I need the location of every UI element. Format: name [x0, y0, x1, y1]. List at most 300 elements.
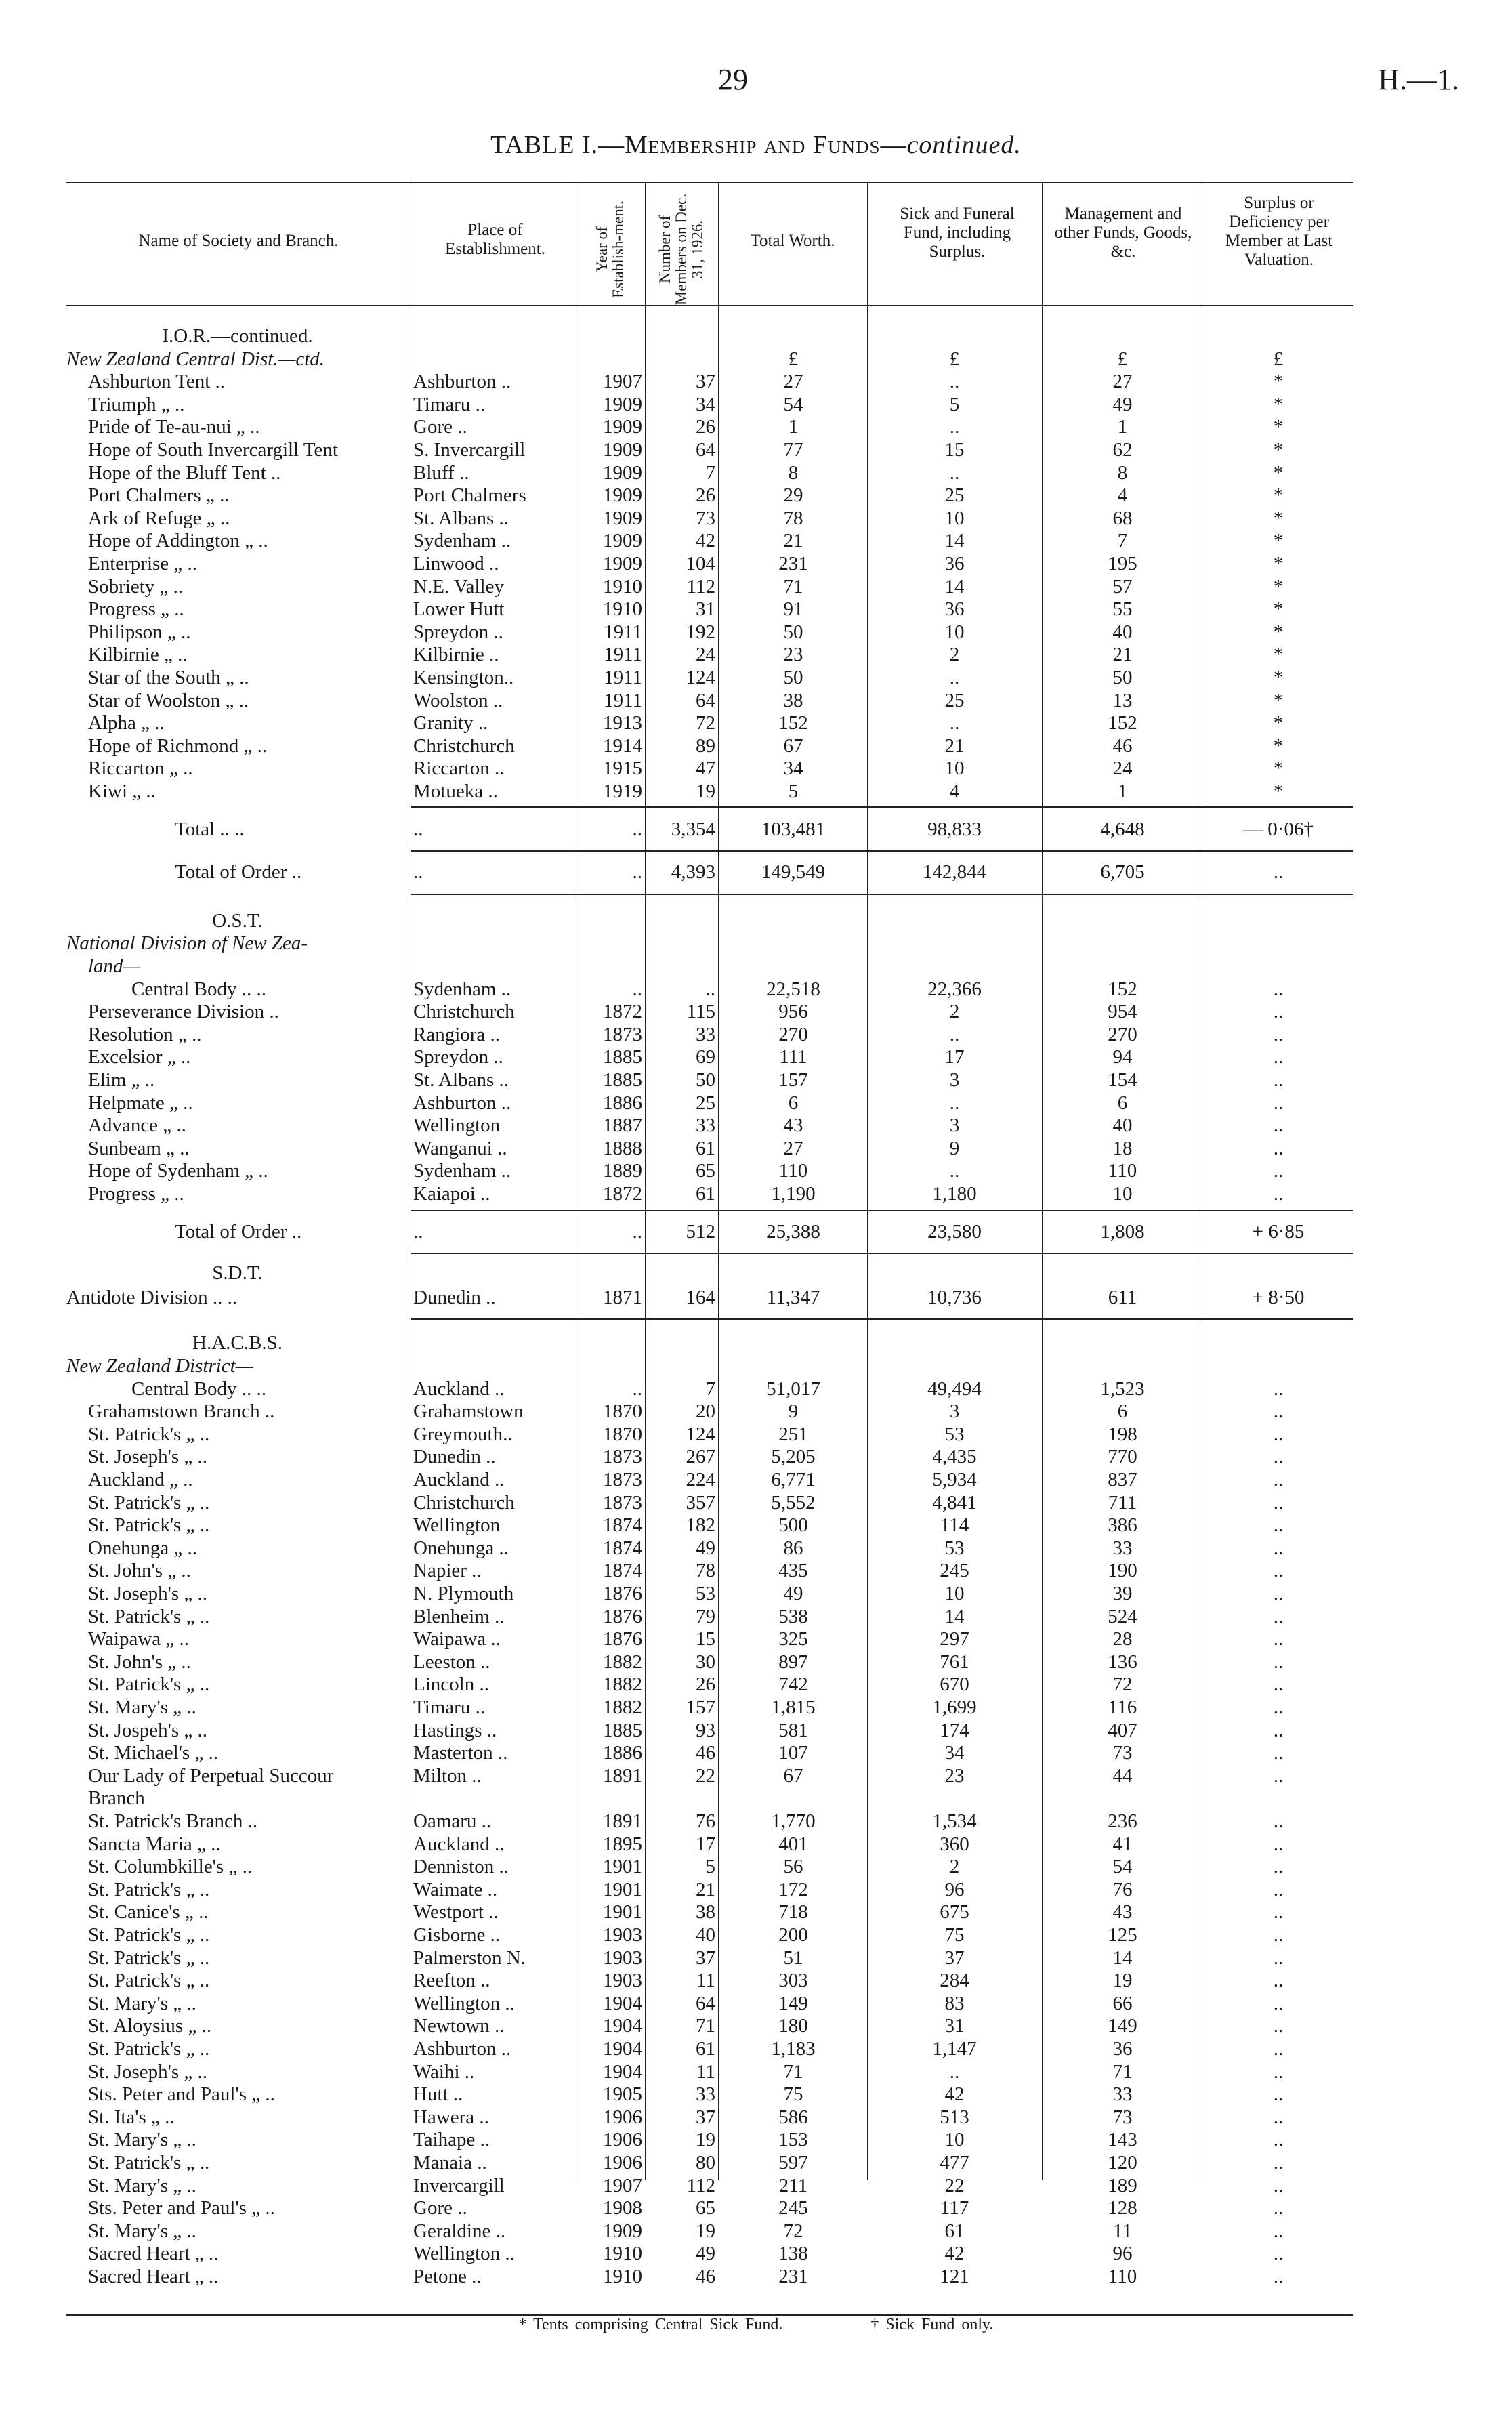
sick-fund-cell: 36: [944, 598, 965, 621]
worth-cell: 500: [778, 1514, 808, 1537]
place-cell: Gore ..: [413, 2197, 467, 2220]
district-heading-ost: National Division of New Zea-: [66, 932, 308, 955]
worth-cell: 149,549: [761, 861, 826, 883]
place-cell: Wellington: [413, 1514, 501, 1537]
column-header-place: Place of Establishment.: [445, 221, 545, 258]
worth-cell: 231: [778, 553, 808, 575]
sick-fund-cell: 670: [940, 1673, 969, 1696]
place-cell: Gisborne ..: [413, 1924, 501, 1946]
management-cell: 57: [1112, 575, 1133, 598]
table-row: [66, 1287, 1353, 1309]
members-cell: 71: [696, 2015, 715, 2037]
sick-fund-cell: ..: [949, 2060, 960, 2083]
year-cell: 1886: [603, 1091, 642, 1114]
column-header-mgmt: Management and other Funds, Goods, &c.: [1054, 205, 1192, 261]
table-row: [66, 735, 1353, 757]
members-cell: 124: [686, 667, 715, 688]
society-heading-sdt: S.D.T.: [212, 1262, 263, 1285]
table-row: [66, 2266, 1353, 2288]
members-cell: 61: [696, 1137, 715, 1159]
surplus-cell: ..: [1273, 1115, 1284, 1137]
place-cell: Spreydon ..: [413, 621, 503, 643]
members-cell: 64: [696, 1992, 715, 2014]
surplus-cell: ..: [1273, 1160, 1284, 1182]
place-cell: Geraldine ..: [413, 2220, 506, 2242]
sick-fund-cell: 14: [944, 530, 965, 552]
members-cell: 73: [696, 507, 715, 529]
sick-fund-cell: 53: [944, 1423, 965, 1445]
management-cell: 143: [1108, 2129, 1137, 2151]
members-cell: 4,393: [671, 861, 715, 883]
members-cell: 7: [705, 1377, 715, 1400]
sick-fund-cell: 14: [944, 575, 965, 598]
place-cell: Westport ..: [413, 1901, 499, 1923]
name-cell: Resolution „ ..: [88, 1023, 202, 1045]
surplus-cell: *: [1273, 644, 1284, 666]
sick-fund-cell: 15: [944, 439, 965, 461]
name-cell: St. Patrick's „ ..: [88, 1514, 210, 1537]
surplus-cell: ..: [1273, 1650, 1284, 1673]
surplus-cell: *: [1273, 507, 1284, 529]
name-cell: Star of Woolston „ ..: [88, 689, 249, 711]
sick-fund-cell: ..: [949, 667, 960, 688]
worth-cell: 586: [778, 2106, 808, 2128]
worth-cell: 50: [783, 667, 803, 688]
table-row: [66, 2083, 1353, 2106]
management-cell: 524: [1108, 1605, 1137, 1627]
table-row: [66, 1001, 1353, 1023]
members-cell: 40: [696, 1924, 715, 1946]
sick-fund-cell: 22: [944, 2174, 965, 2197]
surplus-cell: + 6·85: [1252, 1220, 1305, 1243]
place-cell: Ashburton ..: [413, 371, 511, 393]
worth-cell: 152: [778, 712, 808, 734]
members-cell: 64: [696, 689, 715, 711]
place-cell: Riccarton ..: [413, 757, 505, 780]
management-cell: 72: [1112, 1673, 1133, 1696]
management-cell: 46: [1112, 734, 1133, 757]
management-cell: 270: [1108, 1023, 1137, 1045]
management-cell: 66: [1112, 1992, 1133, 2014]
sick-fund-cell: 34: [944, 1742, 965, 1764]
name-cell: Kilbirnie „ ..: [88, 644, 188, 666]
sick-fund-cell: ..: [949, 1023, 960, 1045]
members-cell: 46: [696, 2266, 715, 2287]
members-cell: 11: [696, 1970, 715, 1992]
table-row: [66, 1492, 1353, 1514]
year-cell: 1909: [603, 461, 642, 484]
members-cell: 38: [696, 1901, 715, 1923]
name-cell: Elim „ ..: [88, 1069, 155, 1091]
worth-cell: 54: [783, 393, 803, 415]
worth-cell: 538: [778, 1605, 808, 1627]
management-cell: 4: [1117, 484, 1128, 507]
table-row: [66, 1720, 1353, 1742]
members-cell: 25: [696, 1091, 715, 1114]
surplus-cell: ..: [1273, 1742, 1284, 1764]
year-cell: 1872: [603, 1183, 642, 1205]
year-cell: 1889: [603, 1160, 642, 1182]
members-cell: 37: [696, 2106, 715, 2128]
members-cell: 164: [686, 1286, 715, 1308]
table-row: [66, 2106, 1353, 2129]
sick-fund-cell: 4,841: [932, 1491, 977, 1514]
year-cell: 1904: [603, 2015, 642, 2037]
surplus-cell: ..: [1273, 2220, 1284, 2242]
sick-fund-cell: 10: [944, 757, 965, 780]
sick-fund-cell: 83: [944, 1992, 965, 2014]
members-cell: 267: [686, 1446, 715, 1468]
worth-cell: 75: [783, 2083, 803, 2106]
sick-fund-cell: 3: [949, 1400, 960, 1423]
worth-cell: 401: [778, 1833, 808, 1855]
worth-cell: 180: [778, 2015, 808, 2037]
management-cell: 120: [1108, 2152, 1137, 2174]
name-cell: St. Patrick's „ ..: [88, 1947, 210, 1969]
members-cell: 112: [686, 575, 715, 598]
table-row: [66, 416, 1353, 438]
place-cell: Napier ..: [413, 1560, 482, 1582]
sick-fund-cell: ..: [949, 371, 960, 393]
place-cell: Sydenham ..: [413, 978, 511, 1000]
management-cell: 110: [1108, 1160, 1137, 1182]
surplus-cell: *: [1273, 553, 1284, 575]
column-header-worth: Total Worth.: [750, 232, 835, 250]
surplus-cell: ..: [1273, 1137, 1284, 1159]
place-cell: Ashburton ..: [413, 2038, 511, 2060]
name-cell: Ashburton Tent ..: [88, 371, 226, 393]
name-cell: Advance „ ..: [88, 1115, 186, 1137]
members-cell: 20: [696, 1400, 715, 1423]
year-cell: 1906: [603, 2152, 642, 2174]
surplus-cell: *: [1273, 757, 1284, 780]
management-cell: 110: [1108, 2266, 1137, 2287]
members-cell: 46: [696, 1742, 715, 1764]
surplus-cell: ..: [1273, 1719, 1284, 1741]
table-row: [66, 1924, 1353, 1947]
worth-cell: 6,771: [771, 1469, 816, 1491]
place-cell: Granity ..: [413, 712, 488, 734]
table-row: [66, 2015, 1353, 2037]
members-cell: 76: [696, 1810, 715, 1832]
members-cell: 69: [696, 1046, 715, 1068]
management-cell: 1,523: [1100, 1377, 1145, 1400]
currency-unit-row: [66, 348, 1353, 371]
place-cell: Greymouth..: [413, 1423, 513, 1445]
year-cell: 1872: [603, 1001, 642, 1023]
management-cell: 6: [1117, 1091, 1128, 1114]
name-cell: Total of Order ..: [175, 861, 302, 883]
year-cell: 1885: [603, 1069, 642, 1091]
place-cell: Dunedin ..: [413, 1446, 496, 1468]
name-cell: Central Body .. ..: [131, 978, 266, 1000]
sick-fund-cell: 1,534: [932, 1810, 977, 1832]
place-cell: Sydenham ..: [413, 530, 511, 552]
surplus-cell: ..: [1273, 1183, 1284, 1205]
place-cell: Spreydon ..: [413, 1046, 503, 1068]
name-cell: Kiwi „ ..: [88, 781, 156, 802]
worth-cell: 270: [778, 1023, 808, 1045]
name-cell: Pride of Te-au-nui „ ..: [88, 416, 260, 438]
table-row: [66, 1673, 1353, 1696]
place-cell: Milton ..: [413, 1764, 482, 1787]
sick-fund-cell: ..: [949, 461, 960, 484]
place-cell: Christchurch: [413, 734, 515, 757]
members-cell: 30: [696, 1650, 715, 1673]
sick-fund-cell: ..: [949, 1091, 960, 1114]
surplus-cell: *: [1273, 598, 1284, 621]
members-cell: 42: [696, 530, 715, 552]
name-cell: St. Patrick's „ ..: [88, 1970, 210, 1992]
sick-fund-cell: 98,833: [927, 818, 982, 840]
year-cell: 1911: [604, 689, 642, 711]
place-cell: Petone ..: [413, 2266, 482, 2287]
worth-cell: 211: [778, 2174, 808, 2197]
year-cell: ..: [632, 818, 642, 840]
surplus-cell: ..: [1273, 1947, 1284, 1969]
name-cell: Total .. ..: [175, 818, 245, 840]
surplus-cell: ..: [1273, 861, 1284, 883]
surplus-cell: ..: [1273, 1992, 1284, 2014]
name-cell: St. Mary's „ ..: [88, 1992, 196, 2014]
surplus-cell: ..: [1273, 1583, 1284, 1604]
members-cell: 93: [696, 1719, 715, 1741]
sick-fund-cell: 53: [944, 1537, 965, 1559]
members-cell: 33: [696, 1115, 715, 1137]
management-cell: 36: [1112, 2038, 1133, 2060]
sick-fund-cell: 42: [944, 2243, 965, 2265]
management-cell: 13: [1112, 689, 1133, 711]
sick-fund-cell: 477: [940, 2152, 969, 2174]
management-cell: 837: [1108, 1469, 1137, 1491]
members-cell: 33: [696, 1023, 715, 1045]
column-header-surplus: Surplus or Deficiency per Member at Last Valuation.: [1225, 194, 1333, 269]
management-cell: 136: [1108, 1650, 1137, 1673]
year-cell: 1910: [603, 2243, 642, 2265]
table-row: [66, 2061, 1353, 2083]
name-cell: Enterprise „ ..: [88, 553, 198, 575]
year-cell: 1886: [603, 1742, 642, 1764]
management-cell: 54: [1112, 1856, 1133, 1878]
members-cell: 65: [696, 1160, 715, 1182]
worth-cell: 5,552: [771, 1491, 816, 1514]
place-cell: Hastings ..: [413, 1719, 497, 1741]
name-cell: St. Mary's „ ..: [88, 1697, 196, 1718]
currency-unit: £: [1273, 348, 1284, 370]
table-row: [66, 2152, 1353, 2174]
sick-fund-cell: 36: [944, 553, 965, 575]
sick-fund-cell: ..: [949, 712, 960, 734]
document-reference: H.—1.: [1378, 63, 1459, 96]
management-cell: 27: [1112, 371, 1133, 393]
table-row: [66, 439, 1353, 461]
management-cell: 76: [1112, 1878, 1133, 1900]
name-cell: Total of Order ..: [175, 1220, 302, 1243]
surplus-cell: ..: [1273, 1091, 1284, 1114]
year-cell: 1909: [603, 484, 642, 507]
place-cell: Waihi ..: [413, 2060, 475, 2083]
table-row: [66, 1400, 1353, 1423]
worth-cell: 71: [783, 575, 803, 598]
worth-cell: 29: [783, 484, 803, 507]
year-cell: 1882: [603, 1697, 642, 1718]
table-row: [66, 507, 1353, 530]
place-cell: Taihape ..: [413, 2129, 490, 2151]
worth-cell: 1: [788, 416, 799, 438]
worth-cell: 91: [783, 598, 803, 621]
surplus-cell: ..: [1273, 1924, 1284, 1946]
name-cell: St. Patrick's Branch ..: [88, 1810, 258, 1832]
worth-cell: 71: [783, 2060, 803, 2083]
management-cell: 24: [1112, 757, 1133, 780]
year-cell: 1907: [603, 371, 642, 393]
sick-fund-cell: ..: [949, 1160, 960, 1182]
name-cell: St. John's „ ..: [88, 1560, 191, 1582]
table-row: [66, 2197, 1353, 2220]
year-cell: 1870: [603, 1423, 642, 1445]
surplus-cell: ..: [1273, 1046, 1284, 1068]
name-cell: Grahamstown Branch ..: [88, 1400, 275, 1423]
table-row: [66, 1970, 1353, 1992]
name-cell: St. Canice's „ ..: [88, 1901, 209, 1923]
management-cell: 116: [1108, 1697, 1137, 1718]
society-heading-hacbs: H.A.C.B.S.: [192, 1332, 282, 1354]
management-cell: 770: [1108, 1446, 1137, 1468]
year-cell: ..: [632, 1377, 642, 1400]
place-cell: Timaru ..: [413, 393, 486, 415]
management-cell: 1,808: [1100, 1220, 1145, 1243]
management-cell: 73: [1112, 1742, 1133, 1764]
year-cell: 1908: [603, 2197, 642, 2220]
worth-cell: 1,770: [771, 1810, 816, 1832]
year-cell: 1919: [603, 781, 642, 802]
name-cell: St. Patrick's „ ..: [88, 1491, 210, 1514]
sick-fund-cell: 10: [944, 507, 965, 529]
name-cell: Antidote Division .. ..: [66, 1286, 238, 1308]
sick-fund-cell: 117: [940, 2197, 969, 2220]
table-row: [66, 1469, 1353, 1491]
members-cell: 19: [696, 781, 715, 802]
sick-fund-cell: 49,494: [927, 1377, 982, 1400]
members-cell: 61: [696, 2038, 715, 2060]
members-cell: 5: [705, 1856, 715, 1878]
table-row: [66, 667, 1353, 689]
management-cell: 41: [1112, 1833, 1133, 1855]
year-cell: 1911: [604, 667, 642, 688]
sick-fund-cell: 61: [944, 2220, 965, 2242]
worth-cell: 897: [778, 1650, 808, 1673]
members-cell: 124: [686, 1423, 715, 1445]
table-row: [66, 530, 1353, 552]
name-cell: St. Ita's „ ..: [88, 2106, 175, 2128]
management-cell: 8: [1117, 461, 1128, 484]
sick-fund-cell: 121: [940, 2266, 969, 2287]
year-cell: 1876: [603, 1605, 642, 1627]
year-cell: 1887: [603, 1115, 642, 1137]
place-cell: Wellington ..: [413, 2243, 515, 2265]
place-cell: Kensington..: [413, 667, 514, 688]
sick-fund-cell: 23: [944, 1764, 965, 1787]
year-cell: 1873: [603, 1446, 642, 1468]
sick-fund-cell: 2: [949, 1856, 960, 1878]
surplus-cell: ..: [1273, 1400, 1284, 1423]
members-cell: 15: [696, 1628, 715, 1650]
surplus-cell: ..: [1273, 2129, 1284, 2151]
table-row: [66, 1514, 1353, 1537]
sick-fund-cell: 75: [944, 1924, 965, 1946]
name-cell: St. Joseph's „ ..: [88, 2060, 208, 2083]
currency-unit: £: [788, 348, 799, 370]
name-cell: Waipawa „ ..: [88, 1628, 190, 1650]
name-cell: St. Patrick's „ ..: [88, 1673, 210, 1696]
place-cell: Wellington ..: [413, 1992, 515, 2014]
management-cell: 125: [1108, 1924, 1137, 1946]
name-cell: St. Aloysius „ ..: [88, 2015, 212, 2037]
name-cell: Progress „ ..: [88, 598, 184, 621]
worth-cell: 51,017: [766, 1377, 820, 1400]
year-cell: 1904: [603, 1992, 642, 2014]
name-cell: Sacred Heart „ ..: [88, 2266, 219, 2287]
worth-cell: 22,518: [766, 978, 820, 1000]
sick-fund-cell: 1,180: [932, 1183, 977, 1205]
worth-cell: 78: [783, 507, 803, 529]
year-cell: 1871: [603, 1286, 642, 1308]
worth-cell: 1,183: [771, 2038, 816, 2060]
surplus-cell: ..: [1273, 1001, 1284, 1023]
worth-cell: 111: [779, 1046, 807, 1068]
column-header-year: Year of Establish-ment.: [593, 201, 627, 298]
worth-cell: 5,205: [771, 1446, 816, 1468]
surplus-cell: ..: [1273, 1446, 1284, 1468]
name-cell: Hope of Sydenham „ ..: [88, 1160, 268, 1182]
table-row: [66, 1069, 1353, 1091]
members-cell: 157: [686, 1697, 715, 1718]
year-cell: 1910: [603, 575, 642, 598]
place-cell: Gore ..: [413, 416, 467, 438]
year-cell: 1885: [603, 1719, 642, 1741]
worth-cell: 34: [783, 757, 803, 780]
members-cell: 21: [696, 1878, 715, 1900]
place-cell: S. Invercargill: [413, 439, 526, 461]
name-cell: Sancta Maria „ ..: [88, 1833, 221, 1855]
surplus-cell: — 0·06†: [1243, 818, 1314, 840]
place-cell: Hutt ..: [413, 2083, 463, 2106]
sick-fund-cell: 3: [949, 1115, 960, 1137]
year-cell: 1882: [603, 1650, 642, 1673]
members-cell: 53: [696, 1583, 715, 1604]
management-cell: 50: [1112, 667, 1133, 688]
sick-fund-cell: 23,580: [927, 1220, 982, 1243]
name-cell: St. Patrick's „ ..: [88, 2038, 210, 2060]
worth-cell: 77: [783, 439, 803, 461]
worth-cell: 1,190: [771, 1183, 816, 1205]
table-row: [66, 371, 1353, 393]
year-cell: 1905: [603, 2083, 642, 2106]
management-cell: 6,705: [1100, 861, 1145, 883]
table-row: [66, 1901, 1353, 1923]
worth-cell: 172: [778, 1878, 808, 1900]
surplus-cell: ..: [1273, 1970, 1284, 1992]
year-cell: 1882: [603, 1673, 642, 1696]
table-row: [66, 1879, 1353, 1901]
worth-cell: 581: [778, 1719, 808, 1741]
place-cell: Bluff ..: [413, 461, 469, 484]
surplus-cell: *: [1273, 621, 1284, 643]
name-cell: Helpmate „ ..: [88, 1091, 193, 1114]
members-cell: 34: [696, 393, 715, 415]
place-cell: Hawera ..: [413, 2106, 489, 2128]
surplus-cell: ..: [1273, 2243, 1284, 2265]
